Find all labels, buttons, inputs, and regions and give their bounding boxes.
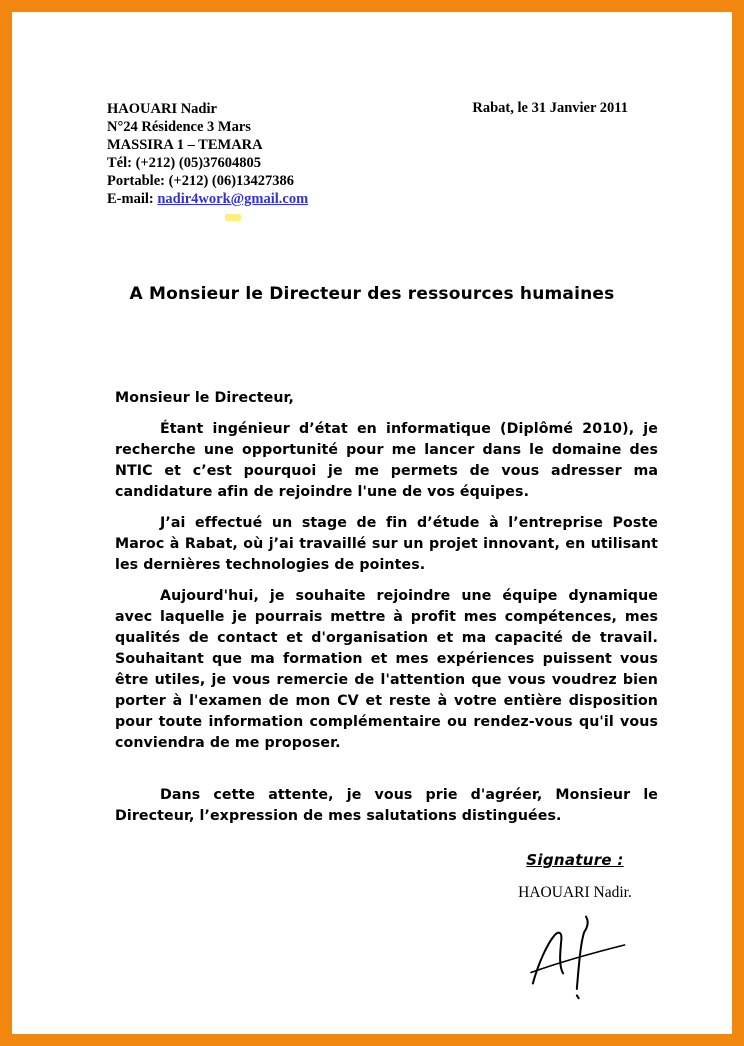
- sender-address-line2: MASSIRA 1 – TEMARA: [107, 137, 263, 153]
- salutation: Monsieur le Directeur,: [115, 390, 295, 406]
- handwritten-signature: [520, 910, 630, 1002]
- date-line: Rabat, le 31 Janvier 2011: [472, 100, 628, 116]
- letter-body: [115, 388, 658, 827]
- signature-block: [480, 850, 670, 1006]
- sender-phone: Tél: (+212) (05)37604805: [107, 155, 262, 171]
- signatory-name: HAOUARI Nadir.: [518, 884, 632, 901]
- email-link[interactable]: nadir4work@gmail.com: [157, 191, 309, 207]
- sender-mobile: Portable: (+212) (06)13427386: [107, 173, 295, 189]
- letter-subject: A Monsieur le Directeur des ressources humaines: [129, 284, 615, 304]
- sender-email-line: [107, 190, 308, 208]
- sender-address-line1: N°24 Résidence 3 Mars: [107, 119, 251, 135]
- body-paragraph-3: Aujourd'hui, je souhaite rejoindre une équipe dynamique avec laquelle je pourrais mettre à profit mes compétences, mes qualités de contact et d'organisation et ma capacité de travail. Souhaitant que ma formation et mes expériences puissent vous être utiles, je vous remercie de l'attention que vous voudrez bien porter à l'examen de mon CV et reste à votre entière disposition pour toute information complémentaire ou rendez-vous qu'il vous conviendra de me proposer.: [115, 588, 658, 751]
- email-label: E-mail:: [107, 191, 158, 207]
- sender-block: [107, 100, 308, 208]
- body-paragraph-1: Étant ingénieur d’état en informatique (Diplômé 2010), je recherche une opportunité pour me lancer dans le domaine des NTIC et c’est pourquoi je me permets de vous adresser ma candidature afin de rejoindre l'une de vos équipes.: [115, 421, 658, 500]
- sender-name: HAOUARI Nadir: [107, 101, 217, 117]
- body-paragraph-2: J’ai effectué un stage de fin d’étude à l’entreprise Poste Maroc à Rabat, où j’ai travaillé sur un projet innovant, en utilisant les dernières technologies de pointes.: [115, 515, 658, 573]
- scan-artifact: [225, 214, 241, 221]
- closing-paragraph: Dans cette attente, je vous prie d'agréer, Monsieur le Directeur, l’expression de mes salutations distinguées.: [115, 787, 658, 824]
- signature-label: Signature :: [526, 851, 624, 869]
